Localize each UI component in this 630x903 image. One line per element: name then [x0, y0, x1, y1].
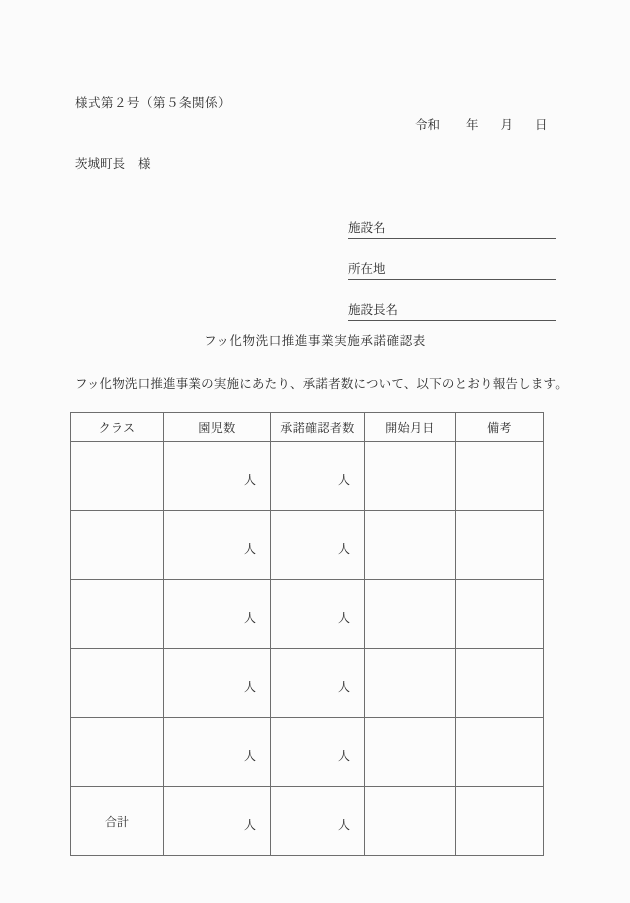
addressee-line: [75, 154, 151, 172]
cell-total-start-date[interactable]: [365, 787, 456, 856]
cell-agreed[interactable]: 人: [271, 511, 365, 580]
day-label: 日: [535, 118, 548, 132]
cell-count[interactable]: 人: [164, 718, 271, 787]
cell-count[interactable]: 人: [164, 442, 271, 511]
facility-name-label: 施設名: [348, 220, 386, 235]
cell-note[interactable]: [456, 511, 544, 580]
column-header-agreed: 承諾確認者数: [271, 413, 365, 442]
facility-fields: [348, 198, 556, 321]
facility-director-label: 施設長名: [348, 302, 399, 317]
table-header-row: [71, 413, 544, 442]
month-label: 月: [500, 118, 514, 132]
era-label: 令和: [415, 118, 441, 132]
cell-note[interactable]: [456, 580, 544, 649]
cell-count[interactable]: 人: [164, 580, 271, 649]
year-label: 年: [466, 118, 479, 132]
cell-start-date[interactable]: [365, 649, 456, 718]
cell-class[interactable]: [71, 511, 164, 580]
cell-total-note[interactable]: [456, 787, 544, 856]
table-total-row: [71, 787, 544, 856]
cell-agreed[interactable]: 人: [271, 649, 365, 718]
facility-director-field[interactable]: [348, 280, 556, 321]
table-row: [71, 718, 544, 787]
date-line: [415, 115, 548, 133]
consent-table-wrapper: [70, 412, 543, 856]
facility-name-field[interactable]: [348, 198, 556, 239]
cell-class[interactable]: [71, 649, 164, 718]
cell-total-agreed[interactable]: 人: [271, 787, 365, 856]
document-intro: フッ化物洗口推進事業の実施にあたり、承諾者数について、以下のとおり報告します。: [75, 377, 568, 391]
table-row: [71, 649, 544, 718]
column-header-note: 備考: [456, 413, 544, 442]
cell-count[interactable]: 人: [164, 511, 271, 580]
facility-address-field[interactable]: [348, 239, 556, 280]
table-row: [71, 442, 544, 511]
cell-class[interactable]: [71, 718, 164, 787]
cell-note[interactable]: [456, 649, 544, 718]
column-header-start-date: 開始月日: [365, 413, 456, 442]
cell-agreed[interactable]: 人: [271, 442, 365, 511]
cell-note[interactable]: [456, 718, 544, 787]
table-row: [71, 580, 544, 649]
cell-class[interactable]: [71, 580, 164, 649]
cell-total-count[interactable]: 人: [164, 787, 271, 856]
cell-start-date[interactable]: [365, 442, 456, 511]
cell-agreed[interactable]: 人: [271, 580, 365, 649]
addressee-honorific: 様: [138, 157, 151, 171]
cell-count[interactable]: 人: [164, 649, 271, 718]
cell-total-label: 合計: [71, 787, 164, 856]
column-header-class: クラス: [71, 413, 164, 442]
cell-note[interactable]: [456, 442, 544, 511]
document-title: フッ化物洗口推進事業実施承諾確認表: [204, 334, 426, 348]
column-header-count: 園児数: [164, 413, 271, 442]
cell-agreed[interactable]: 人: [271, 718, 365, 787]
cell-start-date[interactable]: [365, 580, 456, 649]
cell-class[interactable]: [71, 442, 164, 511]
cell-start-date[interactable]: [365, 718, 456, 787]
facility-address-label: 所在地: [348, 261, 386, 276]
table-row: [71, 511, 544, 580]
cell-start-date[interactable]: [365, 511, 456, 580]
addressee-name: 茨城町長: [75, 157, 126, 171]
consent-table: [70, 412, 544, 856]
form-number: 様式第２号（第５条関係）: [75, 96, 232, 110]
